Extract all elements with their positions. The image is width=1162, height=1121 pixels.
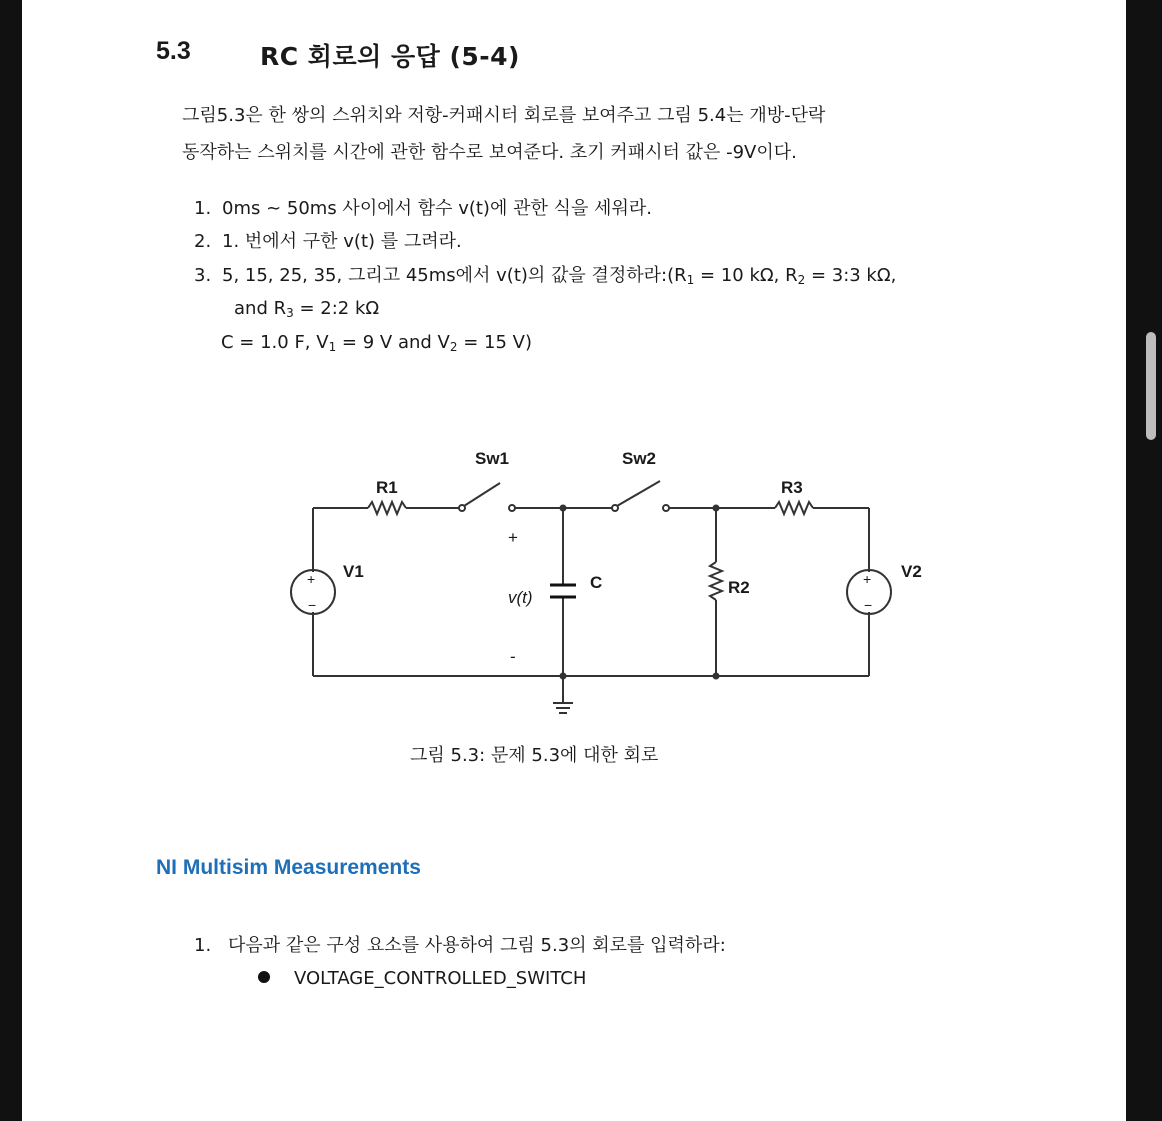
v2-plus-sign: + — [863, 571, 872, 587]
figure-caption: 그림 5.3: 문제 5.3에 대한 회로 — [410, 745, 659, 766]
junction-cap-bottom — [560, 673, 567, 680]
label-sw2: Sw2 — [622, 449, 657, 468]
r2-subscript: 2 — [797, 273, 806, 287]
sw2-blade — [617, 481, 660, 506]
sw1-contact-right — [509, 505, 515, 511]
measurement-item-1 — [194, 934, 726, 958]
measurement-text: 다음과 같은 구성 요소를 사용하여 그림 5.3의 회로를 입력하라: — [228, 935, 726, 956]
v1-plus-sign: + — [307, 571, 316, 587]
measurement-number: 1. — [194, 935, 212, 956]
v1-value: = 9 V and V — [336, 332, 450, 353]
v2-subscript: 2 — [449, 340, 458, 354]
v2-minus-sign: − — [864, 597, 873, 613]
bullet-dot-icon — [258, 971, 270, 983]
r2-value: = 3:3 kΩ, — [805, 265, 897, 286]
label-v1: V1 — [343, 562, 364, 581]
v2-value: = 15 V) — [457, 332, 532, 353]
section-title: RC 회로의 응답 (5-4) — [260, 42, 520, 71]
task-3-text: 5, 15, 25, 35, 그리고 45ms에서 v(t)의 값을 결정하라:(R — [222, 265, 687, 286]
r3-resistor — [775, 502, 813, 514]
r3-subscript: 3 — [286, 306, 294, 320]
vertical-scrollbar[interactable] — [1146, 332, 1156, 440]
sw2-contact-right — [663, 505, 669, 511]
label-v2: V2 — [901, 562, 922, 581]
v1-minus-sign: − — [308, 597, 317, 613]
section-number: 5.3 — [156, 37, 191, 65]
bullet-item — [258, 968, 586, 989]
c-prefix: C = 1.0 F, V — [221, 332, 329, 353]
task-3-number: 3. — [194, 265, 212, 286]
r1-subscript: 1 — [686, 273, 695, 287]
intro-line-2: 동작하는 스위치를 시간에 관한 함수로 보여준다. 초기 커패시터 값은 -9V이다. — [182, 142, 797, 163]
junction-r2-bottom — [713, 673, 720, 680]
label-r1: R1 — [376, 478, 398, 497]
label-sw1: Sw1 — [475, 449, 510, 468]
r2-resistor — [710, 562, 722, 600]
task-2-text: 1. 번에서 구한 v(t) 를 그려라. — [222, 231, 462, 252]
junction-cap-top — [560, 505, 567, 512]
r1-value: = 10 kΩ, R — [694, 265, 798, 286]
task-1-number: 1. — [194, 198, 212, 219]
label-r2: R2 — [728, 578, 750, 597]
label-c: C — [590, 573, 603, 592]
sw1-blade — [464, 483, 500, 506]
v1-subscript: 1 — [328, 340, 337, 354]
label-vt: v(t) — [508, 588, 533, 607]
task-1-text: 0ms ~ 50ms 사이에서 함수 v(t)에 관한 식을 세워라. — [222, 198, 652, 219]
junction-r2-top — [713, 505, 720, 512]
task-2-number: 2. — [194, 231, 212, 252]
bullet-text: VOLTAGE_CONTROLLED_SWITCH — [294, 968, 587, 989]
r1-resistor — [368, 502, 406, 514]
and-r3-prefix: and R — [234, 298, 287, 319]
ni-multisim-heading: NI Multisim Measurements — [156, 856, 421, 879]
circuit-diagram — [22, 0, 1126, 740]
label-r3: R3 — [781, 478, 803, 497]
label-plus: + — [508, 528, 518, 547]
document-page — [22, 0, 1126, 1121]
r3-value: = 2:2 kΩ — [293, 298, 380, 319]
label-minus: - — [510, 647, 516, 666]
intro-line-1: 그림5.3은 한 쌍의 스위치와 저항-커패시터 회로를 보여주고 그림 5.4는 개방-단락 — [182, 105, 826, 126]
